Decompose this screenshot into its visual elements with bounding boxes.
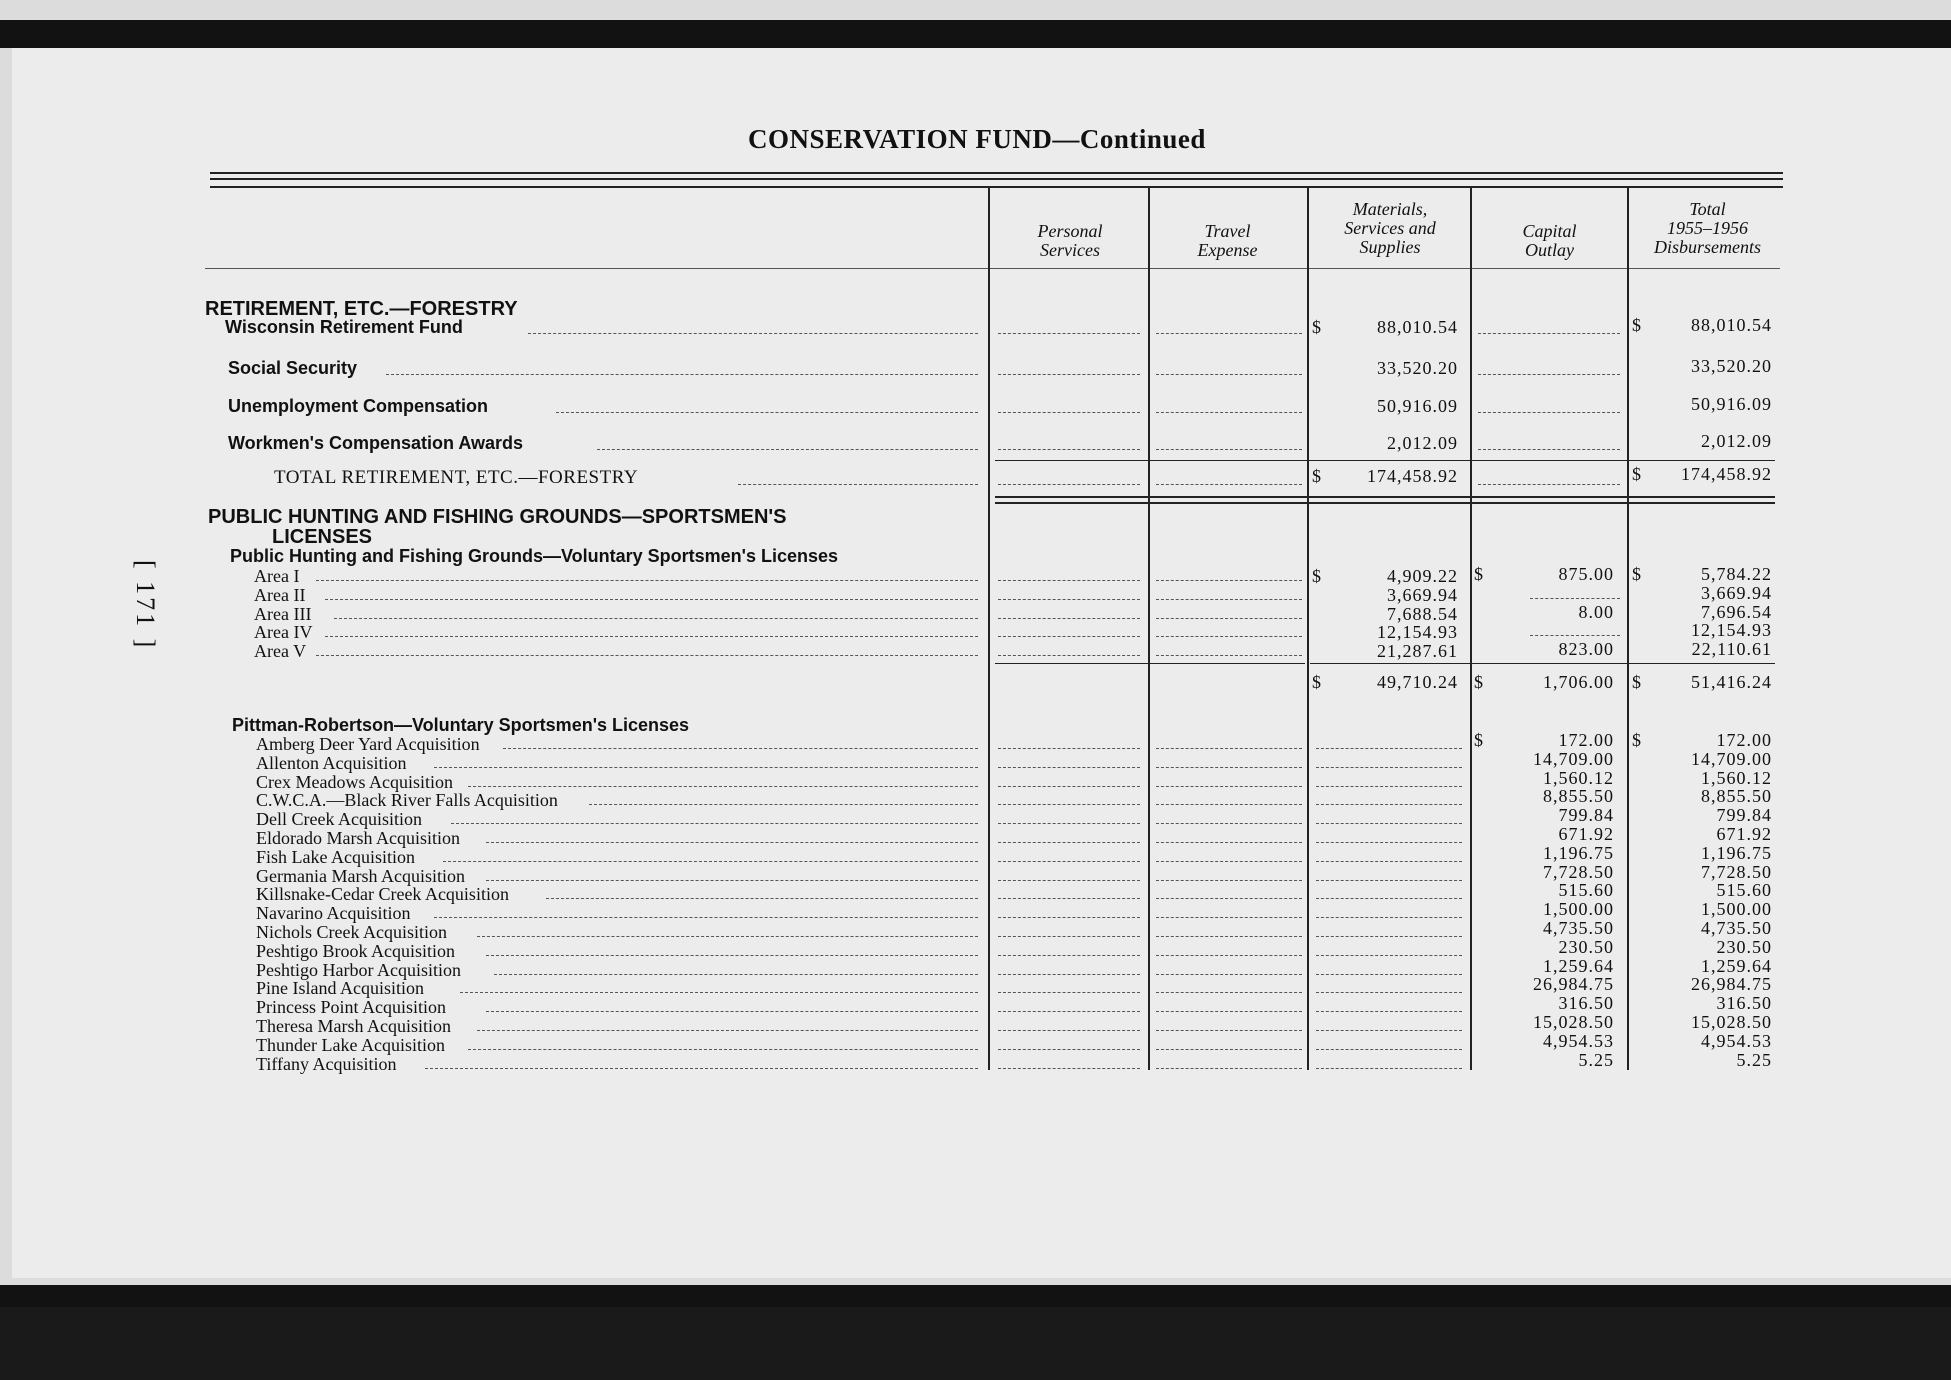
row-leader-materials	[1316, 955, 1462, 956]
capital-leader	[1530, 598, 1620, 599]
pittman-row-label: Allenton Acquisition	[256, 753, 407, 773]
row-leader-travel	[1156, 580, 1302, 581]
pittman-row-label: Crex Meadows Acquisition	[256, 772, 453, 792]
materials-value: 12,154.93	[1377, 622, 1458, 642]
row-leader	[334, 618, 978, 619]
row-leader-travel	[1156, 374, 1302, 375]
retirement-total-materials-dollar: $	[1312, 466, 1321, 486]
materials-value: 3,669.94	[1387, 585, 1458, 605]
row-leader	[546, 898, 978, 899]
capital-dollar: $	[1474, 564, 1483, 584]
retirement-row-label: Wisconsin Retirement Fund	[225, 317, 463, 337]
capital-value: 5.25	[1578, 1050, 1614, 1070]
row-leader-personal	[998, 1011, 1140, 1012]
pittman-row-label: Peshtigo Brook Acquisition	[256, 941, 456, 961]
total-value: 15,028.50	[1691, 1012, 1772, 1032]
row-leader-capital	[1478, 333, 1620, 334]
total-value: 2,012.09	[1701, 431, 1772, 451]
row-leader-materials	[1316, 748, 1462, 749]
materials-value: 33,520.20	[1377, 358, 1458, 378]
row-leader-personal	[998, 1049, 1140, 1050]
materials-value: 2,012.09	[1387, 433, 1458, 453]
row-leader-materials	[1316, 1049, 1462, 1050]
row-leader-travel	[1156, 449, 1302, 450]
total-value: 1,500.00	[1701, 899, 1772, 919]
pittman-row-label: Dell Creek Acquisition	[256, 809, 422, 829]
row-leader-travel	[1156, 636, 1302, 637]
row-leader-travel	[1156, 767, 1302, 768]
row-leader-travel	[1156, 412, 1302, 413]
row-leader	[316, 655, 978, 656]
public-hunting-subtotal-capital-dollar: $	[1474, 672, 1483, 692]
capital-value: 15,028.50	[1533, 1012, 1614, 1032]
public-hunting-subtotal-materials-dollar: $	[1312, 672, 1321, 692]
total-dollar: $	[1632, 315, 1641, 335]
row-leader-personal	[998, 599, 1140, 600]
row-leader-travel	[1156, 955, 1302, 956]
row-leader-travel	[1156, 786, 1302, 787]
total-value: 7,696.54	[1701, 602, 1772, 622]
pittman-row-label: Eldorado Marsh Acquisition	[256, 828, 460, 848]
public-hunting-subtotal-rule-left	[995, 663, 1305, 664]
capital-value: 172.00	[1558, 730, 1614, 750]
top-double-rule-3	[210, 186, 1783, 188]
retirement-total-leader-capital	[1478, 484, 1620, 485]
materials-dollar: $	[1312, 566, 1321, 586]
row-leader-materials	[1316, 842, 1462, 843]
total-value: 671.92	[1716, 824, 1772, 844]
retirement-total-rule-3	[995, 502, 1775, 504]
retirement-row-label: Social Security	[228, 358, 358, 378]
row-leader-travel	[1156, 1011, 1302, 1012]
total-value: 799.84	[1716, 805, 1772, 825]
materials-value: 88,010.54	[1377, 317, 1458, 337]
materials-value: 4,909.22	[1387, 566, 1458, 586]
total-value: 5,784.22	[1701, 564, 1772, 584]
pittman-row-label: Killsnake-Cedar Creek Acquisition	[256, 884, 509, 904]
row-leader-personal	[998, 898, 1140, 899]
capital-value: 875.00	[1558, 564, 1614, 584]
materials-value: 21,287.61	[1377, 641, 1458, 661]
capital-value: 823.00	[1558, 639, 1614, 659]
row-leader-materials	[1316, 974, 1462, 975]
total-value: 33,520.20	[1691, 356, 1772, 376]
row-leader-personal	[998, 767, 1140, 768]
materials-value: 50,916.09	[1377, 396, 1458, 416]
retirement-row-label: Unemployment Compensation	[228, 396, 489, 416]
row-leader-personal	[998, 861, 1140, 862]
total-value: 1,560.12	[1701, 768, 1772, 788]
row-leader-travel	[1156, 861, 1302, 862]
row-leader-capital	[1478, 412, 1620, 413]
total-value: 8,855.50	[1701, 786, 1772, 806]
row-leader-materials	[1316, 1011, 1462, 1012]
row-leader	[316, 580, 978, 581]
row-leader	[486, 842, 978, 843]
retirement-total-materials: 174,458.92	[1367, 466, 1458, 486]
capital-value: 316.50	[1558, 993, 1614, 1013]
capital-value: 1,560.12	[1543, 768, 1614, 788]
subheading-pittman-robertson: Pittman-Robertson—Voluntary Sportsmen's Licenses	[232, 715, 690, 735]
row-leader-travel	[1156, 1030, 1302, 1031]
row-leader-personal	[998, 580, 1140, 581]
pittman-row-label: Germania Marsh Acquisition	[256, 866, 465, 886]
capital-value: 4,735.50	[1543, 918, 1614, 938]
top-scan-border	[0, 20, 1951, 48]
materials-value: 7,688.54	[1387, 604, 1458, 624]
bottom-scan-border	[0, 1285, 1951, 1307]
retirement-total-label: TOTAL RETIREMENT, ETC.—FORESTRY	[274, 467, 639, 488]
capital-value: 1,500.00	[1543, 899, 1614, 919]
row-leader-materials	[1316, 861, 1462, 862]
area-row-label: Area IV	[254, 622, 313, 642]
capital-dollar: $	[1474, 730, 1483, 750]
row-leader	[477, 1030, 978, 1031]
row-leader-personal	[998, 618, 1140, 619]
total-value: 1,259.64	[1701, 956, 1772, 976]
public-hunting-subtotal-total-dollar: $	[1632, 672, 1641, 692]
row-leader-personal	[998, 842, 1140, 843]
public-hunting-subtotal-capital: 1,706.00	[1543, 672, 1614, 692]
row-leader-travel	[1156, 748, 1302, 749]
retirement-row-label: Workmen's Compensation Awards	[228, 433, 524, 453]
section-heading-public-hunting-line2: LICENSES	[272, 526, 373, 548]
row-leader	[434, 917, 978, 918]
total-value: 1,196.75	[1701, 843, 1772, 863]
pittman-row-label: Princess Point Acquisition	[256, 997, 447, 1017]
row-leader-personal	[998, 823, 1140, 824]
row-leader-travel	[1156, 655, 1302, 656]
bottom-scan-edge	[0, 1307, 1951, 1380]
row-leader	[486, 955, 978, 956]
retirement-total-leader-personal	[998, 484, 1140, 485]
row-leader-materials	[1316, 786, 1462, 787]
pittman-row-label: Navarino Acquisition	[256, 903, 411, 923]
row-leader-materials	[1316, 936, 1462, 937]
total-value: 22,110.61	[1691, 639, 1772, 659]
pittman-row-label: Nichols Creek Acquisition	[256, 922, 447, 942]
public-hunting-subtotal-total: 51,416.24	[1691, 672, 1772, 692]
column-header-materials	[1310, 200, 1470, 257]
capital-value: 671.92	[1558, 824, 1614, 844]
row-leader-personal	[998, 974, 1140, 975]
row-leader	[589, 804, 978, 805]
row-leader-personal	[998, 412, 1140, 413]
total-dollar: $	[1632, 564, 1641, 584]
row-leader-materials	[1316, 898, 1462, 899]
total-value: 230.50	[1716, 937, 1772, 957]
subheading-public-hunting: Public Hunting and Fishing Grounds—Voluntary Sportsmen's Licenses	[230, 546, 839, 566]
row-leader-travel	[1156, 1068, 1302, 1069]
row-leader-personal	[998, 936, 1140, 937]
total-value: 7,728.50	[1701, 862, 1772, 882]
row-leader	[494, 974, 978, 975]
capital-leader	[1530, 635, 1620, 636]
area-row-label: Area V	[254, 641, 307, 661]
total-value: 172.00	[1716, 730, 1772, 750]
row-leader-personal	[998, 992, 1140, 993]
retirement-total-total: 174,458.92	[1681, 464, 1772, 484]
row-leader-personal	[998, 655, 1140, 656]
row-leader-personal	[998, 880, 1140, 881]
row-leader-materials	[1316, 1030, 1462, 1031]
row-leader-personal	[998, 374, 1140, 375]
capital-value: 799.84	[1558, 805, 1614, 825]
row-leader-travel	[1156, 823, 1302, 824]
row-leader	[556, 412, 978, 413]
total-value: 50,916.09	[1691, 394, 1772, 414]
pittman-row-label: Tiffany Acquisition	[256, 1054, 397, 1074]
pittman-row-label: C.W.C.A.—Black River Falls Acquisition	[256, 790, 558, 810]
row-leader-personal	[998, 449, 1140, 450]
area-row-label: Area III	[254, 604, 312, 624]
row-leader-personal	[998, 1030, 1140, 1031]
capital-value: 8.00	[1578, 602, 1614, 622]
column-header-personal-text: Personal Services	[1037, 221, 1103, 260]
row-leader	[486, 880, 978, 881]
total-value: 12,154.93	[1691, 620, 1772, 640]
row-leader-travel	[1156, 1049, 1302, 1050]
column-header-personal-services	[995, 222, 1145, 260]
row-leader-personal	[998, 917, 1140, 918]
row-leader-travel	[1156, 804, 1302, 805]
row-leader	[528, 333, 978, 334]
capital-value: 1,259.64	[1543, 956, 1614, 976]
row-leader	[486, 1011, 978, 1012]
materials-dollar: $	[1312, 317, 1321, 337]
retirement-total-leader-travel	[1156, 484, 1302, 485]
area-row-label: Area II	[254, 585, 306, 605]
total-value: 88,010.54	[1691, 315, 1772, 335]
public-hunting-subtotal-materials: 49,710.24	[1377, 672, 1458, 692]
capital-value: 230.50	[1558, 937, 1614, 957]
row-leader-travel	[1156, 974, 1302, 975]
column-divider-1	[988, 188, 990, 1070]
row-leader	[503, 748, 978, 749]
retirement-total-rule-2	[995, 496, 1775, 498]
retirement-total-total-dollar: $	[1632, 464, 1641, 484]
row-leader-capital	[1478, 374, 1620, 375]
column-divider-4	[1470, 188, 1472, 1070]
row-leader-capital	[1478, 449, 1620, 450]
row-leader	[460, 992, 978, 993]
row-leader	[451, 823, 978, 824]
row-leader-materials	[1316, 880, 1462, 881]
total-value: 4,735.50	[1701, 918, 1772, 938]
row-leader-travel	[1156, 936, 1302, 937]
row-leader	[325, 599, 978, 600]
row-leader	[468, 1049, 978, 1050]
row-leader-travel	[1156, 898, 1302, 899]
row-leader	[443, 861, 978, 862]
row-leader	[468, 786, 978, 787]
row-leader-personal	[998, 1068, 1140, 1069]
capital-value: 1,196.75	[1543, 843, 1614, 863]
row-leader	[434, 767, 978, 768]
row-leader-personal	[998, 955, 1140, 956]
row-leader	[386, 374, 978, 375]
row-leader-travel	[1156, 842, 1302, 843]
total-value: 5.25	[1736, 1050, 1772, 1070]
column-divider-2	[1148, 188, 1150, 1070]
column-header-capital-text: Capital Outlay	[1522, 221, 1577, 260]
row-leader-travel	[1156, 599, 1302, 600]
row-leader-travel	[1156, 880, 1302, 881]
capital-value: 4,954.53	[1543, 1031, 1614, 1051]
row-leader-personal	[998, 636, 1140, 637]
row-leader-materials	[1316, 917, 1462, 918]
row-leader	[597, 449, 978, 450]
row-leader-travel	[1156, 333, 1302, 334]
header-bottom-rule	[205, 268, 1780, 269]
column-header-total	[1630, 200, 1785, 257]
row-leader-materials	[1316, 804, 1462, 805]
column-header-capital-outlay	[1472, 222, 1627, 260]
row-leader	[425, 1068, 978, 1069]
retirement-total-leader	[738, 484, 978, 485]
row-leader-travel	[1156, 618, 1302, 619]
pittman-row-label: Pine Island Acquisition	[256, 978, 424, 998]
column-divider-5	[1627, 188, 1629, 1070]
total-value: 26,984.75	[1691, 974, 1772, 994]
pittman-row-label: Fish Lake Acquisition	[256, 847, 415, 867]
page-title: CONSERVATION FUND—Continued	[748, 124, 1206, 154]
row-leader-personal	[998, 333, 1140, 334]
column-header-total-text: Total 1955–1956 Disbursements	[1654, 199, 1761, 257]
total-value: 14,709.00	[1691, 749, 1772, 769]
section-heading-public-hunting: PUBLIC HUNTING AND FISHING GROUNDS—SPORTSMEN'S	[208, 506, 787, 528]
row-leader-materials	[1316, 767, 1462, 768]
row-leader	[477, 936, 978, 937]
total-value: 4,954.53	[1701, 1031, 1772, 1051]
public-hunting-subtotal-rule	[1310, 663, 1775, 664]
capital-value: 14,709.00	[1533, 749, 1614, 769]
row-leader-personal	[998, 786, 1140, 787]
row-leader-materials	[1316, 823, 1462, 824]
pittman-row-label: Theresa Marsh Acquisition	[256, 1016, 451, 1036]
capital-value: 515.60	[1558, 880, 1614, 900]
row-leader-personal	[998, 748, 1140, 749]
pittman-row-label: Amberg Deer Yard Acquisition	[256, 734, 480, 754]
row-leader-materials	[1316, 1068, 1462, 1069]
section-heading-retirement: RETIREMENT, ETC.—FORESTRY	[205, 298, 518, 320]
top-double-rule-1	[210, 172, 1783, 174]
column-divider-3	[1307, 188, 1309, 1070]
row-leader	[325, 636, 978, 637]
top-double-rule-2	[210, 178, 1783, 180]
column-header-travel-text: Travel Expense	[1197, 221, 1258, 260]
row-leader-personal	[998, 804, 1140, 805]
page-number: [ 171 ]	[131, 560, 160, 651]
total-value: 515.60	[1716, 880, 1772, 900]
capital-value: 7,728.50	[1543, 862, 1614, 882]
column-header-materials-text: Materials, Services and Supplies	[1344, 199, 1436, 257]
row-leader-travel	[1156, 992, 1302, 993]
row-leader-travel	[1156, 917, 1302, 918]
total-value: 316.50	[1716, 993, 1772, 1013]
retirement-total-rule-1	[995, 460, 1775, 461]
capital-value: 26,984.75	[1533, 974, 1614, 994]
pittman-row-label: Thunder Lake Acquisition	[256, 1035, 445, 1055]
total-dollar: $	[1632, 730, 1641, 750]
area-row-label: Area I	[254, 566, 300, 586]
column-header-travel-expense	[1150, 222, 1305, 260]
total-value: 3,669.94	[1701, 583, 1772, 603]
capital-value: 8,855.50	[1543, 786, 1614, 806]
pittman-row-label: Peshtigo Harbor Acquisition	[256, 960, 461, 980]
row-leader-materials	[1316, 992, 1462, 993]
